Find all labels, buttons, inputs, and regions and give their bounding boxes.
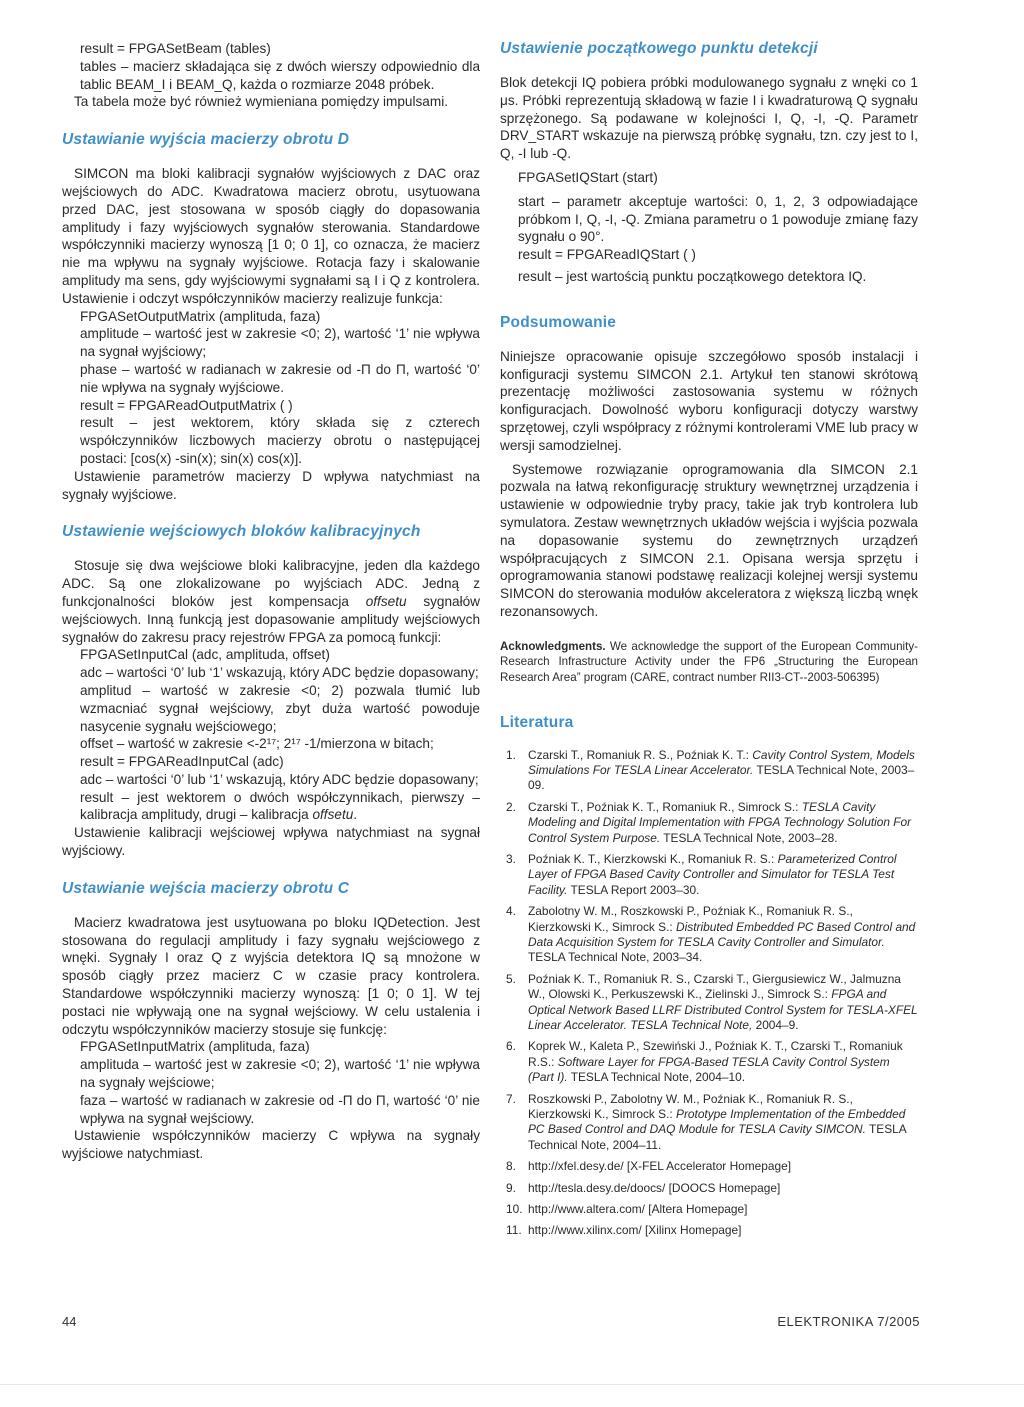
acknowledgments-text: We acknowledge the support of the European Community-Research Infrastructure Activity under the FP6 „Structuring the European Research Area” program (CARE, contract number RII3-CT--2003-506395) bbox=[500, 639, 918, 684]
section-title-literature: Literatura bbox=[500, 713, 574, 731]
result-input-cal bbox=[62, 789, 480, 825]
reference-authors: Zabolotny W. M., Roszkowski P., Poźniak K., Romaniuk R. S., Kierzkowski K., Simrock S.: bbox=[528, 904, 853, 934]
reference-title: Distributed Embedded PC Based Control and Data Acquisition System for TESLA Cavity Controller and Simulator. bbox=[528, 919, 916, 949]
reference-title: Parameterized Control Layer of FPGA Based Cavity Controller and Simulator for TESLA Test Facility. bbox=[528, 851, 897, 897]
section-c-paragraph: Macierz kwadratowa jest usytuowana po bloku IQDetection. Jest stosowana do regulacji amplitudy i fazy sygnału wejściowego z wnęki. Sygnały I oraz Q z wyjścia detektora IQ są mnożone w sposób ciągły przez macierz C w czasie pracy kontrolera. Standardowe współczynniki macierzy wynoszą: [1 0; 0 1]. W tej postaci nie wpływają one na sygnał wejściowy. W celu ustalenia i odczytu współczynników macierzy stosuje się funkcję: bbox=[62, 914, 480, 1037]
function-set-input-matrix: FPGASetInputMatrix (amplituda, faza) bbox=[80, 1039, 310, 1055]
function-set-iq-start: FPGASetIQStart (start) bbox=[518, 169, 658, 185]
section-title-input-calibration: Ustawienie wejściowych bloków kalibracyjnych bbox=[62, 523, 421, 541]
function-set-output-matrix: FPGASetOutputMatrix (amplituda, faza) bbox=[80, 308, 321, 324]
reference-number: 8. bbox=[506, 1159, 516, 1174]
acknowledgments-label: Acknowledgments. bbox=[500, 639, 606, 653]
function-read-input-cal: result = FPGAReadInputCal (adc) bbox=[80, 754, 284, 770]
reference-item bbox=[500, 972, 918, 1034]
reference-item bbox=[500, 904, 918, 966]
reference-number: 7. bbox=[506, 1091, 516, 1106]
start-point-paragraph: Blok detekcji IQ pobiera próbki modulowanego sygnału z wnęki co 1 μs. Próbki reprezentują składową w fazie I i kwadraturową Q sygnału sprzężonego. Są podawane w kolejności I, Q, -I, -Q. Parametr DRV_START wskazuje na pierwszą próbkę sygnału, tzn. czy jest to I, Q, -I lub -Q. bbox=[500, 75, 918, 162]
reference-authors: Koprek W., Kaleta P., Szewiński J., Poźniak K. T., Czarski T., Romaniuk R.S.: bbox=[528, 1039, 903, 1069]
reference-authors: Poźniak K. T., Romaniuk R. S., Czarski T., Giergusiewicz W., Jalmuzna W., Olowski K., Perkuszewski K., Zielinski J., Simrock S.: bbox=[528, 971, 901, 1002]
function-set-input-cal: FPGASetInputCal (adc, amplituda, offset) bbox=[80, 647, 330, 663]
section-title-matrix-c: Ustawianie wejścia macierzy obrotu C bbox=[62, 879, 350, 897]
section-d-closing: Ustawienie parametrów macierzy D wpływa natychmiast na sygnały wyjściowe. bbox=[62, 468, 480, 502]
calibration-paragraph-end: sygnałów wejściowych. Inną funkcją jest dopasowanie amplitudy wejściowych sygnałów do zakresu pracy rejestrów FPGA za pomocą funkcji: bbox=[62, 593, 481, 645]
param-phase-c: faza – wartość w radianach w zakresie od -Π do Π, wartość ‘0’ nie wpływa na sygnał wejściowy. bbox=[80, 1092, 480, 1126]
reference-authors: Roszkowski P., Zabolotny W. M., Poźniak K., Romaniuk R. S., Kierzkowski K., Simrock S.: bbox=[528, 1091, 853, 1122]
acknowledgments bbox=[500, 639, 918, 686]
reference-item bbox=[500, 1202, 918, 1217]
reference-authors: Poźniak K. T., Kierzkowski K., Romaniuk R. S.: bbox=[528, 851, 778, 866]
result-output-matrix: result – jest wektorem, który składa się z czterech współczynników liczbowych macierzy obrotu o następującej postaci: [cos(x) -sin(x); sin(x) cos(x)]. bbox=[80, 415, 480, 466]
result-input-cal-end: . bbox=[353, 807, 358, 823]
reference-number: 5. bbox=[506, 971, 516, 986]
references-list bbox=[500, 748, 918, 1239]
reference-source: TESLA Technical Note, 2004–10. bbox=[567, 1070, 746, 1085]
reference-authors: Czarski T., Poźniak K. T., Romaniuk R., Simrock S.: bbox=[528, 799, 802, 814]
reference-source: TESLA Technical Note, 2003–28. bbox=[660, 830, 838, 845]
section-d-paragraph: SIMCON ma bloki kalibracji sygnałów wyjściowych z DAC oraz wejściowych do ADC. Kwadratowa macierz obrotu, usytuowana przed DAC, jest stosowana w sposób ciągły do dopasowania amplitudy i fazy wyjściowych sygnałów sterowania. Standardowe współczynniki macierzy wynoszą [1 0; 0 1], co oznacza, że macierz nie ma wpływu na sygnały wyjściowe. Rotacja fazy i skalowanie amplitudy ma sens, gdy wyjściowymi sygnałami są I i Q z kontrolera. Ustawienie i odczyt współczynników macierzy realizuje funkcja: bbox=[62, 166, 480, 306]
reference-authors: http://tesla.desy.de/doocs/ [DOOCS Homepage] bbox=[528, 1180, 781, 1195]
page-number: 44 bbox=[62, 1314, 77, 1329]
reference-item bbox=[500, 1223, 918, 1238]
reference-title: Prototype Implementation of the Embedded PC Based Control and DAQ Module for TESLA Cavity SIMCON. bbox=[528, 1107, 906, 1137]
reference-title: FPGA and Optical Network Based LLRF Distributed Control System for TESLA-XFEL Linear Accelerator. TESLA Technical Note, bbox=[528, 987, 918, 1032]
param-amplitude-c: amplituda – wartość jest w zakresie <0; 2), wartość ‘1’ nie wpływa na sygnały wejściowe; bbox=[80, 1057, 480, 1091]
reference-authors: http://xfel.desy.de/ [X-FEL Accelerator Homepage] bbox=[528, 1159, 792, 1174]
param-adc-1: adc – wartości ‘0’ lub ‘1’ wskazują, który ADC będzie dopasowany; bbox=[80, 665, 479, 681]
section-c-closing: Ustawienie współczynników macierzy C wpływa na sygnały wyjściowe natychmiast. bbox=[62, 1128, 480, 1162]
reference-title: Cavity Control System, Models Simulations For TESLA Linear Accelerator. bbox=[528, 747, 915, 777]
right-column bbox=[500, 40, 918, 1245]
summary-paragraph-2: Systemowe rozwiązanie oprogramowania dla SIMCON 2.1 pozwala na łatwą rekonfigurację struktury wewnętrznej urządzenia i ustawienie w odpowiednie tryby pracy, takie jak tryb kontrolera lub symulatora. Zestaw wewnętrznych układów wejścia i wyjścia pozwala na dopasowanie systemu do zewnętrznych urządzeń współpracujących z SIMCON 2.1. Opisana wersja sprzętu i oprogramowania stanowi podstawę realizacji kolejnej wersji systemu SIMCON do sterowania modułów akceleratora z większą liczbą wnęk rezonansowych. bbox=[500, 461, 918, 619]
param-amplitud: amplitud – wartość w zakresie <0; 2) pozwala tłumić lub wzmacniać sygnał wejściowy, zbyt duża wartość powoduje nasycenie sygnału wejściowego; bbox=[80, 682, 480, 734]
reference-item bbox=[500, 852, 918, 898]
reference-number: 10. bbox=[506, 1202, 523, 1217]
param-phase-d: phase – wartość w radianach w zakresie od -Π do Π, wartość ‘0’ nie wpływa na sygnały wyjściowe. bbox=[80, 361, 480, 395]
reference-number: 2. bbox=[506, 799, 516, 814]
calibration-paragraph-start: Stosuje się dwa wejściowe bloki kalibracyjne, jeden dla każdego ADC. Są one zlokalizowane po wyjściach ADC. Jedną z funkcjonalności bloków jest kompensacja bbox=[62, 558, 480, 609]
reference-source: TESLA Technical Note, 2003–34. bbox=[528, 950, 703, 965]
result-iq-start: result – jest wartością punktu początkowego detektora IQ. bbox=[518, 268, 867, 284]
result-input-cal-offset: offsetu bbox=[312, 807, 354, 823]
function-read-output-matrix: result = FPGAReadOutputMatrix ( ) bbox=[80, 397, 293, 413]
journal-issue: ELEKTRONIKA 7/2005 bbox=[777, 1314, 920, 1329]
param-start: start – parametr akceptuje wartości: 0, 1, 2, 3 odpowiadające próbkom I, Q, -I, -Q. Zmiana parametru o 1 powoduje zmianę fazy sygnału o 90°. bbox=[518, 193, 918, 245]
param-adc-2: adc – wartości ‘0’ lub ‘1’ wskazują, który ADC będzie dopasowany; bbox=[80, 771, 479, 787]
param-amplitude-d: amplitude – wartość jest w zakresie <0; 2), wartość ‘1’ nie wpływa na sygnał wyjściowy; bbox=[80, 326, 480, 360]
bottom-rule bbox=[0, 1384, 1024, 1385]
section-title-summary: Podsumowanie bbox=[500, 313, 617, 331]
calibration-closing: Ustawienie kalibracji wejściowej wpływa natychmiast na sygnał wyjściowy. bbox=[62, 825, 480, 859]
reference-item bbox=[500, 1092, 918, 1154]
tables-note: Ta tabela może być również wymieniana pomiędzy impulsami. bbox=[74, 94, 448, 110]
reference-item bbox=[500, 1181, 918, 1196]
reference-number: 9. bbox=[506, 1180, 516, 1195]
calibration-paragraph bbox=[62, 557, 480, 646]
reference-authors: http://www.xilinx.com/ [Xilinx Homepage] bbox=[528, 1223, 742, 1238]
reference-number: 6. bbox=[506, 1039, 516, 1054]
reference-item bbox=[500, 748, 918, 794]
reference-item bbox=[500, 1159, 918, 1174]
section-title-matrix-d: Ustawianie wyjścia macierzy obrotu D bbox=[62, 131, 350, 149]
reference-item bbox=[500, 800, 918, 846]
reference-number: 11. bbox=[506, 1223, 522, 1238]
reference-authors: http://www.altera.com/ [Altera Homepage] bbox=[528, 1202, 748, 1217]
reference-item bbox=[500, 1039, 918, 1085]
summary-paragraph-1: Niniejsze opracowanie opisuje szczegółowo sposób instalacji i konfiguracji systemu SIMCON 2.1. Artykuł ten stanowi skrótową prezentację możliwości zastosowania systemu w różnych konfiguracjach. Dowolność wyboru konfiguracji dotyczy warstwy sprzętowej, czyli współpracy z różnymi kontrolerami VME lub pracy w wersji samodzielnej. bbox=[500, 348, 918, 453]
reference-number: 4. bbox=[506, 904, 516, 919]
reference-source: TESLA Report 2003–30. bbox=[567, 882, 700, 897]
left-column bbox=[62, 40, 480, 1163]
reference-source: 2004–9. bbox=[752, 1018, 799, 1032]
function-read-iq-start: result = FPGAReadIQStart ( ) bbox=[518, 247, 696, 263]
reference-number: 1. bbox=[506, 747, 516, 762]
reference-authors: Czarski T., Romaniuk R. S., Poźniak K. T.: bbox=[528, 747, 753, 762]
tables-definition: tables – macierz składająca się z dwóch wierszy odpowiednio dla tablic BEAM_I i BEAM_Q, każda o rozmiarze 2048 próbek. bbox=[80, 58, 480, 92]
calibration-paragraph-offset: offsetu bbox=[365, 593, 407, 609]
reference-title: Software Layer for FPGA-Based TESLA Cavity Control System (Part I). bbox=[528, 1054, 890, 1085]
result-definition: result = FPGASetBeam (tables) bbox=[80, 41, 271, 56]
reference-source: TESLA Technical Note, 2003–09. bbox=[528, 762, 915, 793]
reference-title: TESLA Cavity Modeling and Digital Implementation with FPGA Technology Solution For Control System Purpose. bbox=[528, 799, 912, 845]
param-offset: offset – wartość w zakresie <-2¹⁷; 2¹⁷ -1/mierzona w bitach; bbox=[80, 736, 434, 752]
reference-number: 3. bbox=[506, 851, 516, 866]
reference-source: TESLA Technical Note, 2004–11. bbox=[528, 1122, 907, 1152]
result-input-cal-start: result – jest wektorem o dwóch współczynnikach, pierwszy – kalibracja amplitudy, drugi – kalibracja bbox=[80, 789, 480, 823]
section-title-start-point: Ustawienie początkowego punktu detekcji bbox=[500, 40, 818, 57]
